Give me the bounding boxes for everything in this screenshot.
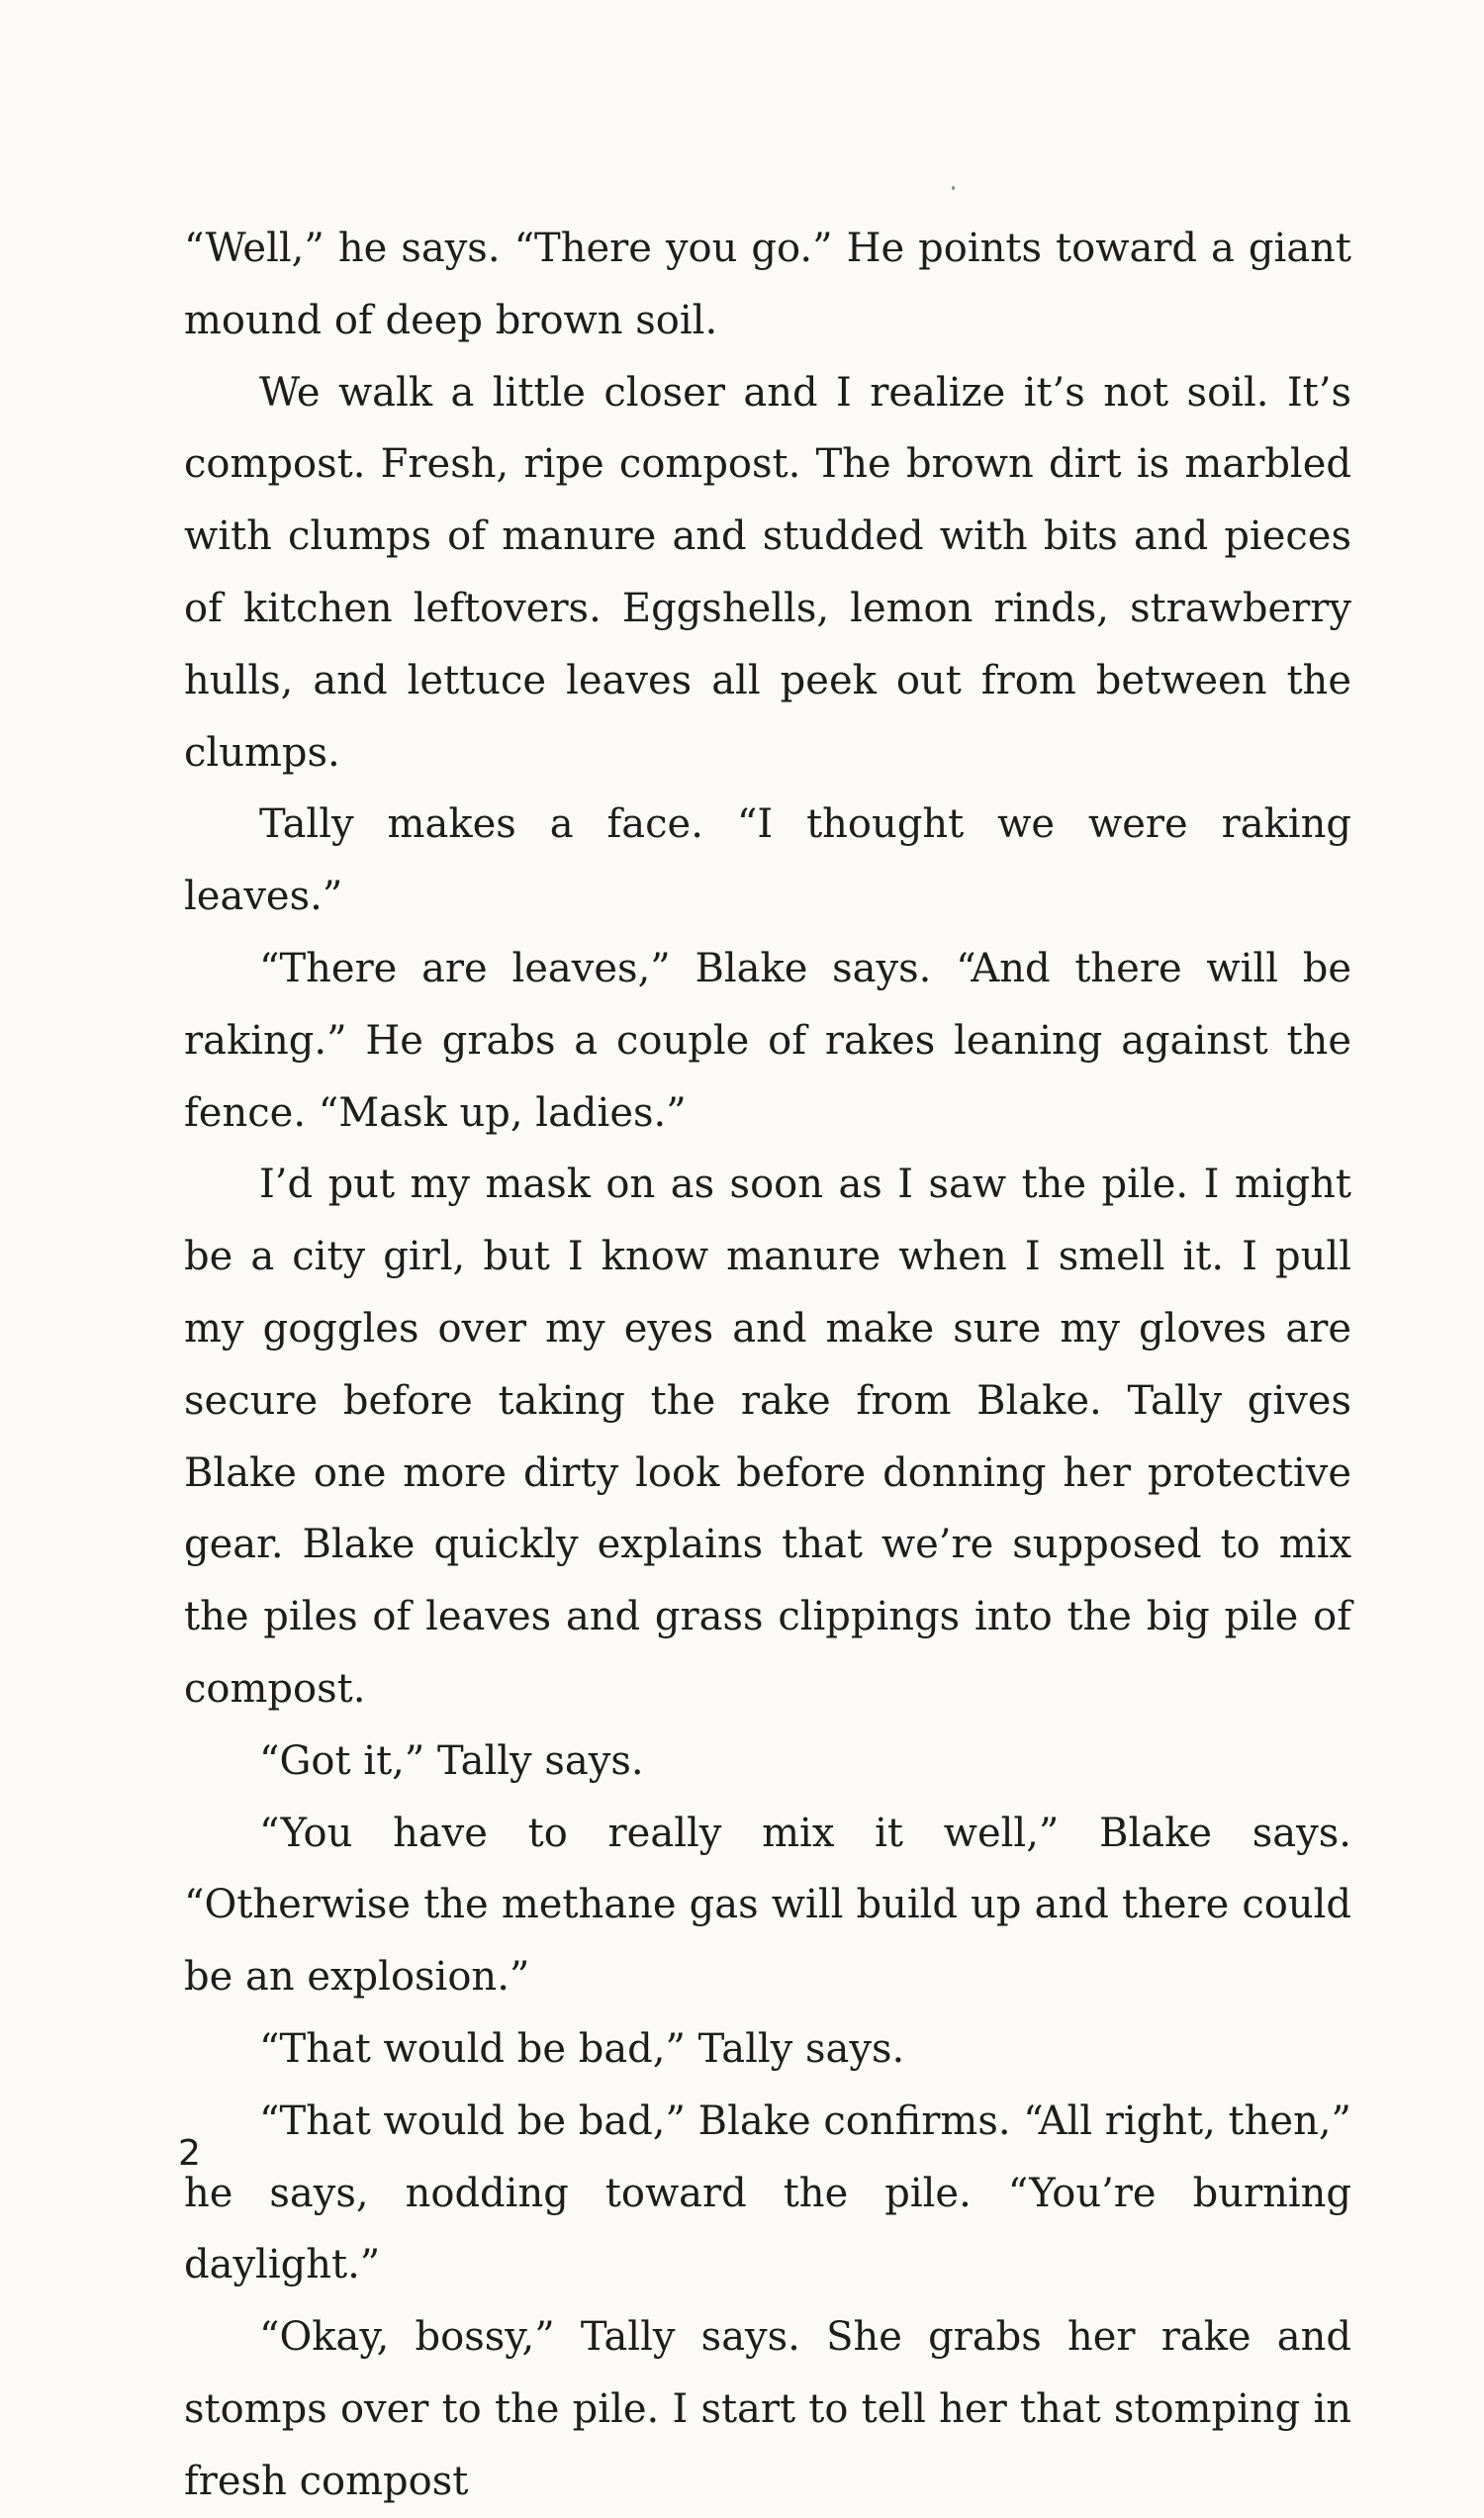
page-number: 2 [178,2133,201,2174]
paragraph: “Got it,” Tally says. [259,1737,644,1784]
paragraph: “There are leaves,” Blake says. “And there will be raking.” He grabs a couple of rakes leaning against the fence. “Mask up, ladies.” [184,945,1351,1136]
paragraph: “That would be bad,” Tally says. [259,2025,905,2072]
paragraph: We walk a little closer and I realize it’s not soil. It’s compost. Fresh, ripe compost. The brown dirt is marbled with clumps of manure and studded with bits and pieces of kitchen leftovers. Eggshells, lemon rinds, strawberry hulls, and lettuce leaves all peek out from between the clumps. [184,369,1351,776]
print-speck [952,186,955,190]
paragraph: I’d put my mask on as soon as I saw the pile. I might be a city girl, but I know manure when I smell it. I pull my goggles over my eyes and make sure my gloves are secure before taking the rake from Blake. Tally gives Blake one more dirty look before donning her protective gear. Blake quickly explains that we’re supposed to mix the piles of leaves and grass clippings into the big pile of compost. [184,1162,1351,1712]
paragraph: “That would be bad,” Blake confirms. “All right, then,” he says, nodding toward the pile. “You’re burning daylight.” [184,2098,1351,2288]
paragraph: Tally makes a face. “I thought we were raking leaves.” [184,801,1351,920]
body-text [184,213,1351,2518]
paragraph: “Well,” he says. “There you go.” He points toward a giant mound of deep brown soil. [184,226,1351,343]
paragraph: “Okay, bossy,” Tally says. She grabs her rake and stomps over to the pile. I start to tell her that stomping in fresh compost [184,2314,1351,2504]
paragraph: “You have to really mix it well,” Blake says. “Otherwise the methane gas will build up and there could be an explosion.” [184,1810,1351,2001]
